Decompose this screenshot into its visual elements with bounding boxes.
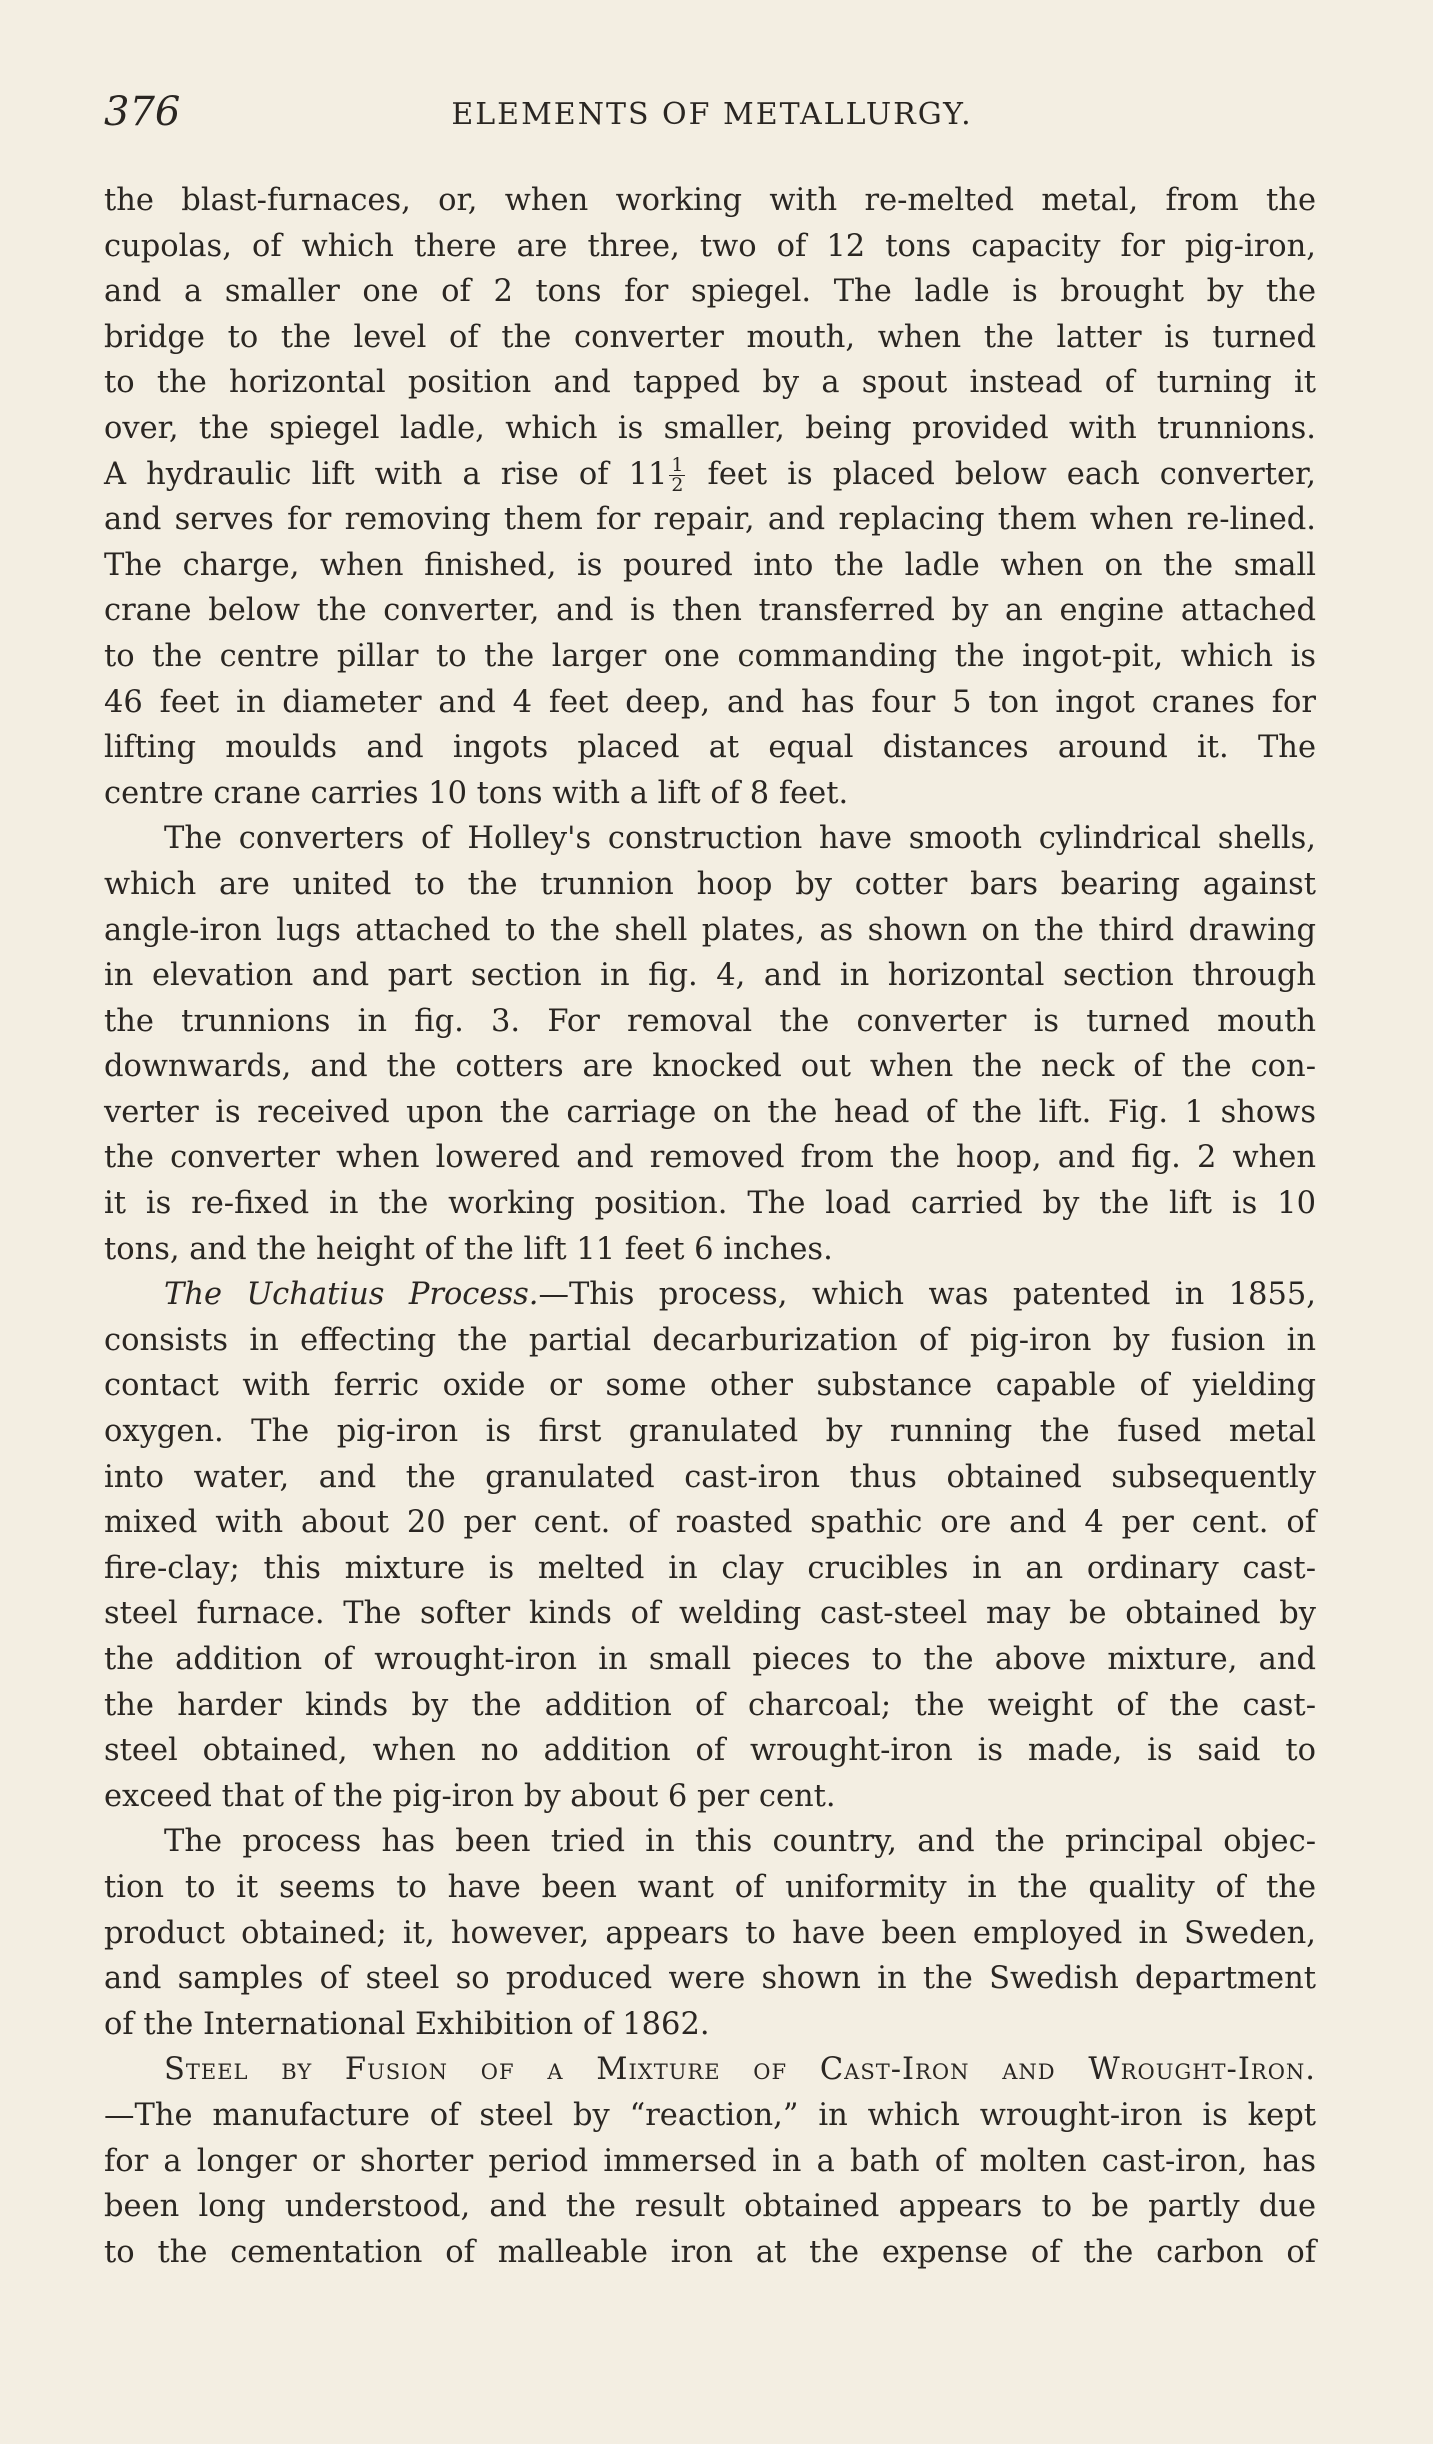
text-line: The charge, when finished, is poured into the ladle when on the small: [104, 547, 1316, 583]
body-text: [104, 178, 1316, 2275]
text-line: and samples of steel so produced were shown in the Swedish department: [104, 1961, 1316, 1997]
fraction-numerator: 1: [671, 454, 684, 477]
text-line: product obtained; it, however, appears to have been employed in Sweden,: [104, 1915, 1316, 1951]
text-line: lifting moulds and ingots placed at equal distances around it. The: [104, 730, 1316, 766]
text-line: —The manufacture of steel by “reaction,” in which wrought-iron is kept: [104, 2097, 1316, 2133]
text-line: exceed that of the pig-iron by about 6 per cent.: [104, 1778, 836, 1814]
text-line: The process has been tried in this country, and the principal objec-: [164, 1824, 1316, 1860]
text-fragment: A hydraulic lift with a rise of: [104, 456, 609, 492]
running-title: ELEMENTS OF METALLURGY.: [451, 97, 973, 132]
text-line: mixed with about 20 per cent. of roasted spathic ore and 4 per cent. of: [104, 1505, 1316, 1541]
text-line: to the horizontal position and tapped by a spout instead of turning it: [104, 365, 1316, 401]
text-line: 46 feet in diameter and 4 feet deep, and has four 5 ton ingot cranes for: [104, 684, 1316, 720]
text-line: into water, and the granulated cast-iron thus obtained subsequently: [104, 1459, 1316, 1495]
text-line: fire-clay; this mixture is melted in clay crucibles in an ordinary cast-: [104, 1550, 1316, 1586]
text-line: the addition of wrought-iron in small pieces to the above mixture, and: [104, 1642, 1316, 1677]
paragraph-2: [104, 816, 1316, 1272]
page-number: 376: [104, 89, 181, 135]
text-line: for a longer or shorter period immersed in a bath of molten cast-iron, has: [104, 2143, 1316, 2179]
text-fragment: feet is placed below each converter,: [707, 456, 1316, 492]
text-line: to the cementation of malleable iron at the expense of the carbon of: [104, 2234, 1316, 2270]
text-line: bridge to the level of the converter mouth, when the latter is turned: [104, 319, 1316, 355]
text-line: consists in effecting the partial decarburization of pig-iron by fusion in: [104, 1322, 1316, 1358]
text-line: [104, 1272, 1316, 1318]
text-line: over, the spiegel ladle, which is smaller, being provided with trunnions.: [104, 410, 1316, 446]
text-line: tons, and the height of the lift 11 feet 6 inches.: [104, 1231, 833, 1267]
text-line: downwards, and the cotters are knocked out when the neck of the con-: [104, 1049, 1316, 1085]
text-line: and serves for removing them for repair, and replacing them when re-lined.: [104, 502, 1316, 538]
paragraph-1: [104, 178, 1316, 816]
text-line: the trunnions in fig. 3. For removal the converter is turned mouth: [104, 1003, 1316, 1039]
text-line: The converters of Holley's construction have smooth cylindrical shells,: [164, 821, 1316, 857]
text-line: been long understood, and the result obtained appears to be partly due: [104, 2189, 1316, 2225]
text-line: to the centre pillar to the larger one commanding the ingot-pit, which is: [104, 638, 1316, 674]
text-line: crane below the converter, and is then transferred by an engine attached: [104, 593, 1316, 629]
fraction-denominator: 2: [671, 474, 684, 497]
paragraph-steel-by-fusion: [104, 2047, 1316, 2275]
text-line: cupolas, of which there are three, two of 12 tons capacity for pig-iron,: [104, 228, 1316, 264]
text-line: of the International Exhibition of 1862.: [104, 2006, 710, 2042]
text-line: the blast-furnaces, or, when working with re-melted metal, from the: [104, 183, 1316, 218]
text-line: steel furnace. The softer kinds of welding cast-steel may be obtained by: [104, 1596, 1316, 1632]
text-line: which are united to the trunnion hoop by cotter bars bearing against: [104, 866, 1316, 902]
text-line-with-fraction: [104, 452, 1316, 498]
running-head: [104, 89, 1320, 152]
paragraph-uchatius-process: [104, 1272, 1316, 1819]
paragraph-4: [104, 1819, 1316, 2047]
text-fragment: —This process, which was patented in 1855,: [538, 1277, 1316, 1313]
text-line: oxygen. The pig-iron is first granulated by running the fused metal: [104, 1414, 1316, 1450]
text-line: centre crane carries 10 tons with a lift of 8 feet.: [104, 775, 849, 811]
text-line: verter is received upon the carriage on the head of the lift. Fig. 1 shows: [104, 1094, 1316, 1130]
text-line: the harder kinds by the addition of charcoal; the weight of the cast-: [104, 1687, 1316, 1723]
text-line: the converter when lowered and removed from the hoop, and fig. 2 when: [104, 1140, 1316, 1176]
section-heading: The Uchatius Process.: [164, 1277, 539, 1313]
text-line: tion to it seems to have been want of uniformity in the quality of the: [104, 1869, 1316, 1905]
text-line: angle-iron lugs attached to the shell plates, as shown on the third drawing: [104, 912, 1316, 948]
text-line: contact with ferric oxide or some other substance capable of yielding: [104, 1368, 1316, 1404]
fraction: [669, 456, 685, 495]
text-line: it is re-fixed in the working position. The load carried by the lift is 10: [104, 1186, 1316, 1222]
text-line: and a smaller one of 2 tons for spiegel. The ladle is brought by the: [104, 274, 1316, 310]
whole-number: 11: [628, 456, 668, 492]
text-line: steel obtained, when no addition of wrought-iron is made, is said to: [104, 1733, 1316, 1769]
section-heading: Steel by Fusion of a Mixture of Cast-Iron and Wrought-Iron.: [164, 2052, 1316, 2088]
text-line: in elevation and part section in fig. 4, and in horizontal section through: [104, 958, 1316, 994]
